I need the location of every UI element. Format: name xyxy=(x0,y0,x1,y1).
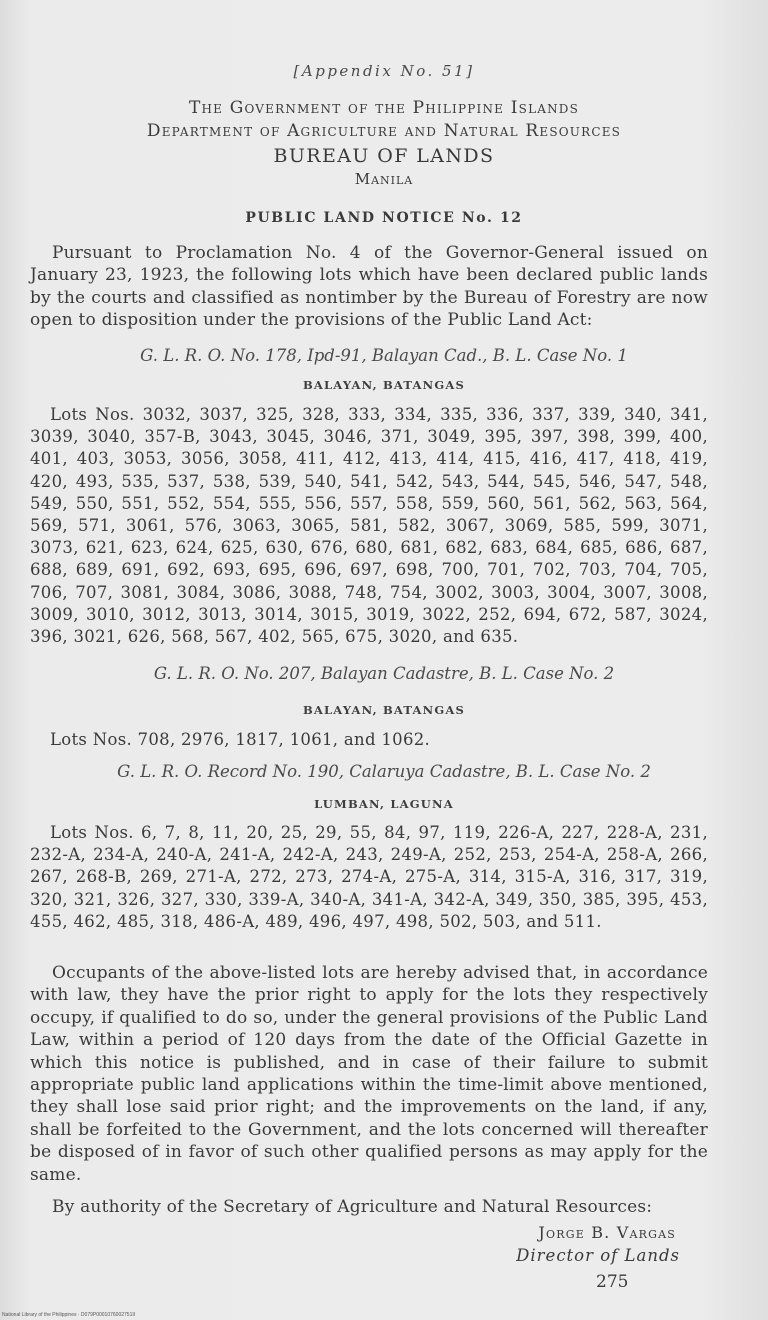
lots-list-2: Lots Nos. 708, 2976, 1817, 1061, and 1062. xyxy=(50,730,431,749)
appendix-label: [Appendix No. 51] xyxy=(293,62,475,80)
case-heading-3: G. L. R. O. Record No. 190, Calaruya Cadastre, B. L. Case No. 2 xyxy=(117,762,651,781)
department-heading: Department of Agriculture and Natural Resources xyxy=(146,121,622,141)
signatory-title: Director of Lands xyxy=(516,1246,680,1265)
occupants-paragraph: Occupants of the above-listed lots are hereby advised that, in accordance with law, they have the prior right to apply for the lots they respectively occupy, if qualified to do so, under the general provisions of the Public Land Law, within a period of 120 days from the date of the Official Gazette in which this notice is published, and in case of their failure to submit appropriate public land applications within the time-limit above mentioned, they shall lose said prior right; and the improvements on the land, if any, shall be forfeited to the Government, and the lots concerned will thereafter be disposed of in favor of such other qualified persons as may apply for the same. xyxy=(30,963,708,1185)
case-heading-2: G. L. R. O. No. 207, Balayan Cadastre, B. L. Case No. 2 xyxy=(153,664,615,683)
intro-paragraph: Pursuant to Proclamation No. 4 of the Governor-General issued on January 23, 1923, the following lots which have been declared public lands by the courts and classified as nontimber by the Bureau of Forestry are now open to disposition under the provisions of the Public Land Act: xyxy=(30,243,708,331)
authority-line: By authority of the Secretary of Agriculture and Natural Resources: xyxy=(52,1197,653,1217)
city-heading: Manila xyxy=(354,170,414,188)
footer-note: National Library of the Philippines · D079P0001076002751II xyxy=(2,1312,136,1318)
signatory-name: Jorge B. Vargas xyxy=(538,1223,676,1242)
place-heading-2: BALAYAN, BATANGAS xyxy=(302,703,466,717)
case-heading-1: G. L. R. O. No. 178, Ipd-91, Balayan Cad., B. L. Case No. 1 xyxy=(140,346,628,365)
page-number: 275 xyxy=(596,1272,629,1292)
government-heading: The Government of the Philippine Islands xyxy=(188,98,580,118)
place-heading-3: LUMBAN, LAGUNA xyxy=(314,797,454,811)
lots-list-1: Lots Nos. 3032, 3037, 325, 328, 333, 334, 335, 336, 337, 339, 340, 341, 3039, 3040, 357-B, 3043, 3045, 3046, 371, 3049, 395, 397, 398, 399, 400, 401, 403, 3053, 3056, 3058, 411, 412, 413, 414, 415, 416, 417, 418, 419, 420, 493, 535, 537, 538, 539, 540, 541, 542, 543, 544, 545, 546, 547, 548, 549, 550, 551, 552, 554, 555, 556, 557, 558, 559, 560, 561, 562, 563, 564, 569, 571, 3061, 576, 3063, 3065, 581, 582, 3067, 3069, 585, 599, 3071, 3073, 621, 623, 624, 625, 630, 676, 680, 681, 682, 683, 684, 685, 686, 687, 688, 689, 691, 692, 693, 695, 696, 697, 698, 700, 701, 702, 703, 704, 705, 706, 707, 3081, 3084, 3086, 3088, 748, 754, 3002, 3003, 3004, 3007, 3008, 3009, 3010, 3012, 3013, 3014, 3015, 3019, 3022, 252, 694, 672, 587, 3024, 396, 3021, 626, 568, 567, 402, 565, 675, 3020, and 635. xyxy=(30,405,708,647)
place-heading-1: BALAYAN, BATANGAS xyxy=(302,378,466,392)
bureau-heading: BUREAU OF LANDS xyxy=(273,145,495,167)
lots-list-3: Lots Nos. 6, 7, 8, 11, 20, 25, 29, 55, 84, 97, 119, 226-A, 227, 228-A, 231, 232-A, 234-A, 240-A, 241-A, 242-A, 243, 249-A, 252, 253, 254-A, 258-A, 266, 267, 268-B, 269, 271-A, 272, 273, 274-A, 275-A, 314, 315-A, 316, 317, 319, 320, 321, 326, 327, 330, 339-A, 340-A, 341-A, 342-A, 349, 350, 385, 395, 453, 455, 462, 485, 318, 486-A, 489, 496, 497, 498, 502, 503, and 511. xyxy=(30,823,708,931)
notice-title: PUBLIC LAND NOTICE No. 12 xyxy=(245,210,523,226)
